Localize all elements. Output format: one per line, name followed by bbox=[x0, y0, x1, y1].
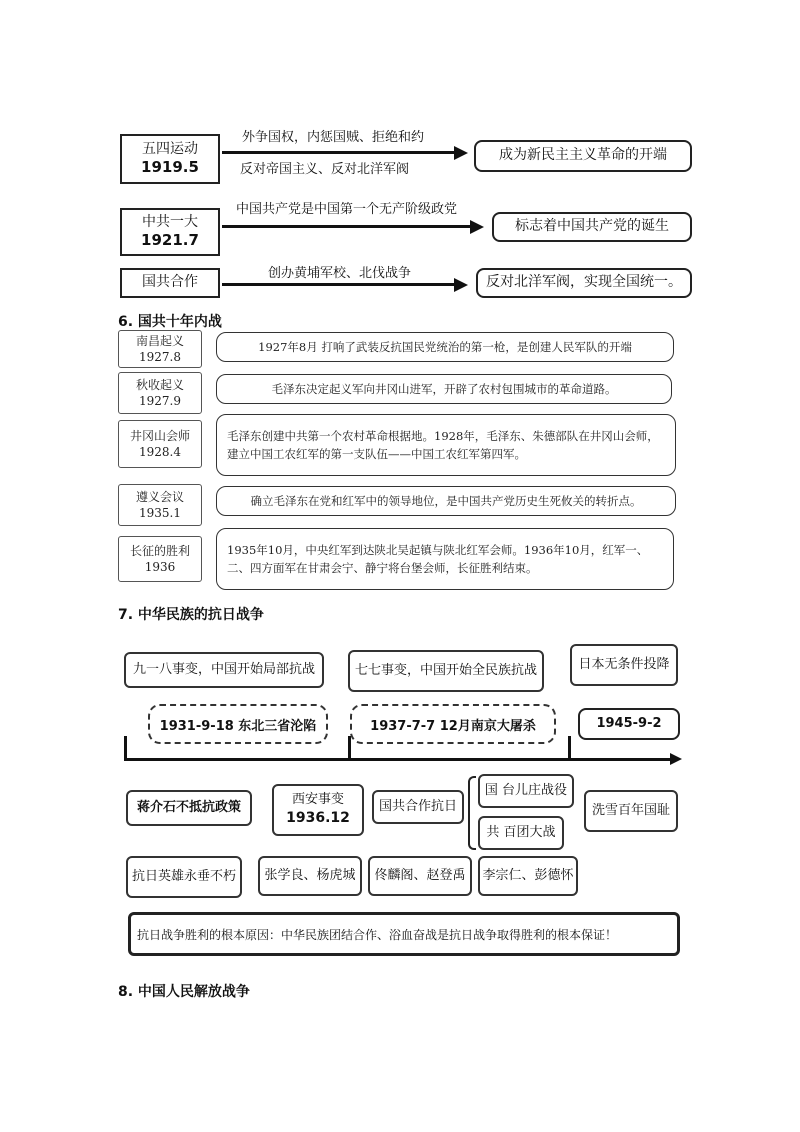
first-congress-box bbox=[120, 208, 220, 256]
hundred-regiments-box: 共 百团大战 bbox=[478, 816, 564, 850]
may-fourth-box bbox=[120, 134, 220, 184]
s6-event: 井冈山会师 bbox=[129, 428, 190, 443]
li-peng-box: 李宗仁、彭德怀 bbox=[478, 856, 578, 896]
xian-incident-title: 西安事变 bbox=[291, 792, 344, 808]
s6-date: 1935.1 bbox=[139, 506, 181, 520]
s6-row-zunyi-left bbox=[118, 484, 202, 526]
tong-zhao-box: 佟麟阁、赵登禹 bbox=[368, 856, 472, 896]
xian-incident-box bbox=[272, 784, 364, 836]
may-fourth-arrow bbox=[222, 151, 454, 154]
may-fourth-label-top: 外争国权，内惩国贼、拒绝和约 bbox=[242, 130, 425, 145]
timeline-tick-1937 bbox=[348, 736, 351, 760]
may-fourth-title: 五四运动 bbox=[142, 140, 198, 157]
marco-polo-incident-box: 七七事变，中国开始全民族抗战 bbox=[348, 650, 544, 692]
s6-date: 1928.4 bbox=[139, 445, 181, 459]
s6-row-autumn-left bbox=[118, 372, 202, 414]
kmt-cpc-cooperation-arrowhead bbox=[454, 278, 468, 292]
kmt-cpc-cooperation-arrow bbox=[222, 283, 454, 286]
kmt-cpc-cooperation-result: 反对北洋军阀，实现全国统一。 bbox=[476, 268, 692, 298]
chiang-nonresistance-box: 蒋介石不抵抗政策 bbox=[126, 790, 252, 826]
first-congress-title: 中共一大 bbox=[142, 213, 198, 230]
section7-timeline bbox=[118, 640, 688, 970]
s6-date: 1927.9 bbox=[139, 394, 181, 408]
s6-row-zunyi-desc: 确立毛泽东在党和红军中的领导地位，是中国共产党历史生死攸关的转折点。 bbox=[216, 486, 676, 516]
timeline-tick-1931 bbox=[124, 736, 127, 760]
xian-incident-date: 1936.12 bbox=[286, 810, 350, 827]
conclusion-box: 抗日战争胜利的根本原因：中华民族团结合作、浴血奋战是抗日战争取得胜利的根本保证！ bbox=[128, 912, 680, 956]
may-fourth-result: 成为新民主主义革命的开端 bbox=[474, 140, 692, 172]
first-congress-label: 中国共产党是中国第一个无产阶级政党 bbox=[236, 202, 458, 217]
s6-row-longmarch-left bbox=[118, 536, 202, 582]
kmt-cpc-cooperation-label: 创办黄埔军校、北伐战争 bbox=[268, 266, 412, 281]
section8-heading: 8. 中国人民解放战争 bbox=[118, 984, 250, 1000]
date-1937-box: 1937-7-7 12月南京大屠杀 bbox=[350, 704, 556, 744]
taierzhuang-box: 国 台儿庄战役 bbox=[478, 774, 574, 808]
heroes-immortal-box: 抗日英雄永垂不朽 bbox=[126, 856, 242, 898]
timeline-tick-1945 bbox=[568, 736, 571, 760]
first-congress-date: 1921.7 bbox=[141, 231, 199, 250]
date-1931-box: 1931-9-18 东北三省沦陷 bbox=[148, 704, 328, 744]
mukden-incident-box: 九一八事变，中国开始局部抗战 bbox=[124, 652, 324, 688]
first-congress-arrow bbox=[222, 225, 470, 228]
japan-surrender-box: 日本无条件投降 bbox=[570, 644, 678, 686]
date-1945-box: 1945-9-2 bbox=[578, 708, 680, 740]
first-congress-arrowhead bbox=[470, 220, 484, 234]
section6-table bbox=[118, 330, 678, 592]
s6-row-jinggang-desc: 毛泽东创建中共第一个农村革命根据地。1928年，毛泽东、朱德部队在井冈山会师，建立中国工农红军的第一支队伍——中国工农红军第四军。 bbox=[216, 414, 676, 476]
first-congress-result: 标志着中国共产党的诞生 bbox=[492, 212, 692, 242]
s6-row-longmarch-desc: 1935年10月，中央红军到达陕北吴起镇与陕北红军会师。1936年10月，红军一、二、四方面军在甘肃会宁、静宁将台堡会师，长征胜利结束。 bbox=[216, 528, 674, 590]
s6-row-nanchang-left bbox=[118, 330, 202, 368]
section6-heading: 6. 国共十年内战 bbox=[118, 314, 222, 330]
s6-event: 遵义会议 bbox=[135, 489, 184, 504]
may-fourth-label-bottom: 反对帝国主义、反对北洋军阀 bbox=[240, 162, 410, 177]
kmt-cpc-cooperation-box: 国共合作 bbox=[120, 268, 220, 298]
bracket bbox=[468, 776, 476, 850]
s6-event: 秋收起义 bbox=[135, 377, 184, 392]
section7-heading: 7. 中华民族的抗日战争 bbox=[118, 607, 264, 623]
may-fourth-arrowhead bbox=[454, 146, 468, 160]
s6-event: 长征的胜利 bbox=[129, 543, 190, 558]
wash-humiliation-box: 洗雪百年国耻 bbox=[584, 790, 678, 832]
kmt-cpc-anti-japan-box: 国共合作抗日 bbox=[372, 790, 464, 824]
zhang-yang-box: 张学良、杨虎城 bbox=[258, 856, 362, 896]
s6-row-nanchang-desc: 1927年8月 打响了武装反抗国民党统治的第一枪，是创建人民军队的开端 bbox=[216, 332, 674, 362]
s6-date: 1936 bbox=[144, 560, 176, 574]
s6-row-autumn-desc: 毛泽东决定起义军向井冈山进军，开辟了农村包围城市的革命道路。 bbox=[216, 374, 672, 404]
timeline-axis bbox=[124, 758, 672, 761]
s6-date: 1927.8 bbox=[139, 350, 181, 364]
timeline-arrowhead bbox=[670, 753, 682, 765]
section5-diagram bbox=[118, 118, 698, 303]
may-fourth-date: 1919.5 bbox=[141, 158, 199, 177]
s6-event: 南昌起义 bbox=[135, 333, 184, 348]
s6-row-jinggang-left bbox=[118, 420, 202, 468]
